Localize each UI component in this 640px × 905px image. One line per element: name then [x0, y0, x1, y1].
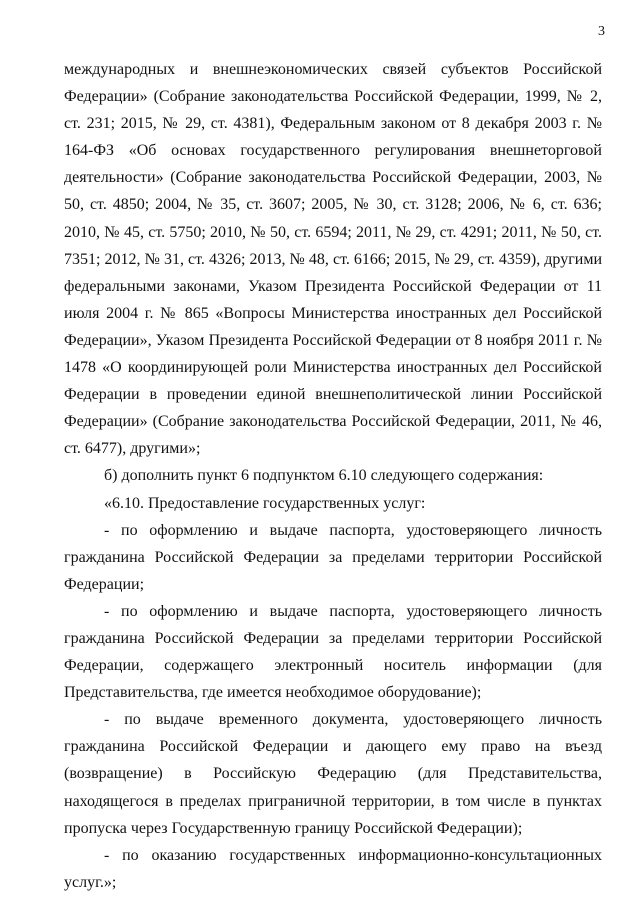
list-item-passport-issuance: - по оформлению и выдаче паспорта, удостоверяющего личность гражданина Российской Федерации за пределами территории Российской Федерации;: [64, 521, 602, 593]
paragraph-legal-basis: международных и внешнеэкономических связей субъектов Российской Федерации» (Собрание законодательства Российской Федерации, 1999, № 2, ст. 231; 2015, № 29, ст. 4381), Федеральным законом от 8 декабря 2003 г. № 164-ФЗ «Об основах государственного регулирования внешнеторговой деятельности» (Собрание законодательства Российской Федерации, 2003, № 50, ст. 4850; 2004, № 35, ст. 3607; 2005, № 30, ст. 3128; 2006, № 6, ст. 636; 2010, № 45, ст. 5750; 2010, № 50, ст. 6594; 2011, № 29, ст. 4291; 2011, № 50, ст. 7351; 2012, № 31, ст. 4326; 2013, № 48, ст. 6166; 2015, № 29, ст. 4359), другими федеральными законами, Указом Президента Российской Федерации от 11 июля 2004 г. № 865 «Вопросы Министерства иностранных дел Российской Федерации», Указом Президента Российской Федерации от 8 ноября 2011 г. № 1478 «О координирующей роли Министерства иностранных дел Российской Федерации в проведении единой внешнеполитической линии Российской Федерации» (Собрание законодательства Российской Федерации, 2011, № 46, ст. 6477), другими»;: [64, 61, 602, 458]
list-item-temporary-document: - по выдаче временного документа, удостоверяющего личность гражданина Российской Федерации и дающего ему право на въезд (возвращение) в Российскую Федерацию (для Представительства, находящегося в пределах приграничной территории, в том числе в пунктах пропуска через Государственную границу Российской Федерации);: [64, 711, 602, 837]
paragraph-subclause-6-10: «6.10. Предоставление государственных услуг:: [104, 494, 426, 512]
document-body: [64, 56, 602, 896]
list-item-electronic-passport: - по оформлению и выдаче паспорта, удостоверяющего личность гражданина Российской Федерации за пределами территории Российской Федерации, содержащего электронный носитель информации (для Представительства, где имеется необходимое оборудование);: [64, 602, 602, 702]
paragraph-amendment-b: б) дополнить пункт 6 подпунктом 6.10 следующего содержания:: [104, 467, 544, 485]
page-number: 3: [598, 24, 605, 39]
list-item-consultation-services: - по оказанию государственных информационно-консультационных услуг.»;: [64, 846, 602, 891]
